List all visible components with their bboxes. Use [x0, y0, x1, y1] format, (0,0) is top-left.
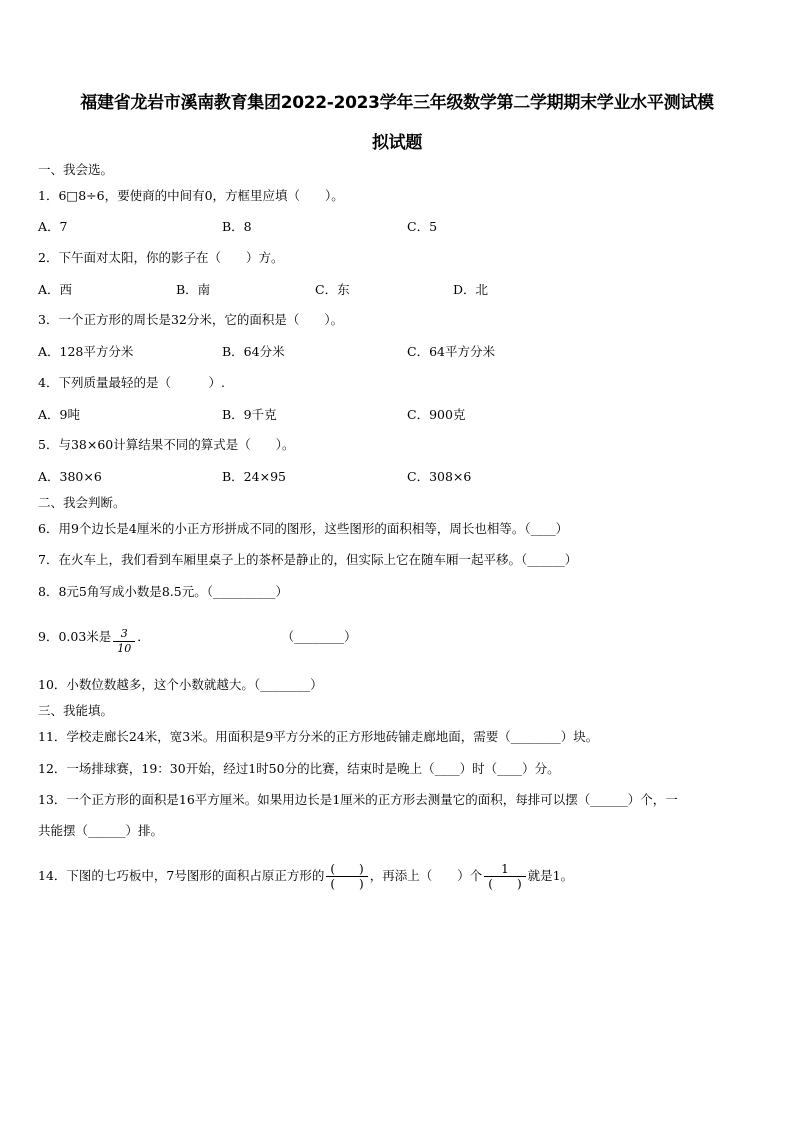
question-5: 5．与38×60计算结果不同的算式是（ ）。	[38, 437, 295, 452]
fraction-numerator-blank[interactable]: ( )	[330, 862, 364, 876]
question-14-prefix: 14．下图的七巧板中，7号图形的面积占原正方形的	[38, 868, 325, 883]
question-14-suffix: 就是1。	[527, 868, 574, 883]
question-8: 8．8元5角写成小数是8.5元。（__________）	[38, 584, 288, 599]
fraction-blank-1[interactable]	[326, 862, 367, 891]
section-heading-judge: 二、我会判断。	[38, 495, 126, 510]
question-2-option-d[interactable]: D．北	[453, 282, 489, 297]
question-5-option-b[interactable]: B．24×95	[222, 469, 286, 484]
question-4-option-a[interactable]: A．9吨	[38, 407, 80, 422]
question-4-option-b[interactable]: B．9千克	[222, 407, 277, 422]
question-2-option-b[interactable]: B．南	[176, 282, 211, 297]
question-3-option-c[interactable]: C．64平方分米	[407, 344, 495, 359]
question-9-prefix: 9．0.03米是	[38, 629, 112, 644]
question-7: 7．在火车上，我们看到车厢里桌子上的茶杯是静止的，但实际上它在随车厢一起平移。（______）	[38, 552, 578, 567]
question-13-line1: 13．一个正方形的面积是16平方厘米。如果用边长是1厘米的正方形去测量它的面积，每排可以摆（______）个，一	[38, 792, 678, 807]
question-1-option-c[interactable]: C．5	[407, 219, 438, 234]
question-3: 3．一个正方形的周长是32分米，它的面积是（ ）。	[38, 312, 344, 327]
question-9	[38, 620, 357, 656]
question-2-option-a[interactable]: A．西	[38, 282, 73, 297]
question-6: 6．用9个边长是4厘米的小正方形拼成不同的图形，这些图形的面积相等，周长也相等。（____）	[38, 521, 569, 536]
question-2: 2．下午面对太阳，你的影子在（ ）方。	[38, 250, 284, 265]
question-3-option-b[interactable]: B．64分米	[222, 344, 285, 359]
question-14	[38, 856, 573, 896]
page-title-line1: 福建省龙岩市溪南教育集团2022-2023学年三年级数学第二学期期末学业水平测试模	[80, 93, 714, 113]
question-10: 10．小数位数越多，这个小数就越大。（________）	[38, 677, 323, 692]
question-13-line2: 共能摆（______）排。	[38, 823, 164, 838]
question-4-option-c[interactable]: C．900克	[407, 407, 466, 422]
question-1-option-a[interactable]: A．7	[38, 219, 68, 234]
question-9-suffix: ．	[137, 629, 150, 644]
question-4: 4．下列质量最轻的是（ ）.	[38, 375, 225, 390]
fraction-blank-2[interactable]	[484, 862, 525, 891]
question-9-blank[interactable]: （________）	[287, 629, 357, 644]
question-5-option-a[interactable]: A．380×6	[38, 469, 102, 484]
question-14-middle: ，再添上（ ）个	[369, 868, 483, 883]
page-title-line2: 拟试题	[371, 133, 423, 153]
section-heading-fill: 三、我能填。	[38, 703, 114, 718]
question-1-option-b[interactable]: B．8	[222, 219, 252, 234]
fraction-numerator: 1	[501, 862, 509, 876]
fraction-three-tenths	[113, 627, 135, 656]
section-heading-choice: 一、我会选。	[38, 162, 114, 177]
question-12: 12．一场排球赛，19：30开始，经过1时50分的比赛，结束时是晚上（____）时（____）分。	[38, 761, 560, 776]
fraction-numerator: 3	[120, 627, 128, 640]
question-2-option-c[interactable]: C．东	[315, 282, 350, 297]
fraction-denominator: 10	[117, 642, 132, 655]
question-5-option-c[interactable]: C．308×6	[407, 469, 472, 484]
question-1: 1．6□8÷6，要使商的中间有0，方框里应填（ ）。	[38, 188, 344, 203]
question-3-option-a[interactable]: A．128平方分米	[38, 344, 134, 359]
fraction-denominator-blank[interactable]: ( )	[488, 877, 522, 891]
question-11: 11．学校走廊长24米，宽3米。用面积是9平方分米的正方形地砖铺走廊地面，需要（________）块。	[38, 729, 599, 744]
fraction-denominator-blank[interactable]: ( )	[330, 877, 364, 891]
